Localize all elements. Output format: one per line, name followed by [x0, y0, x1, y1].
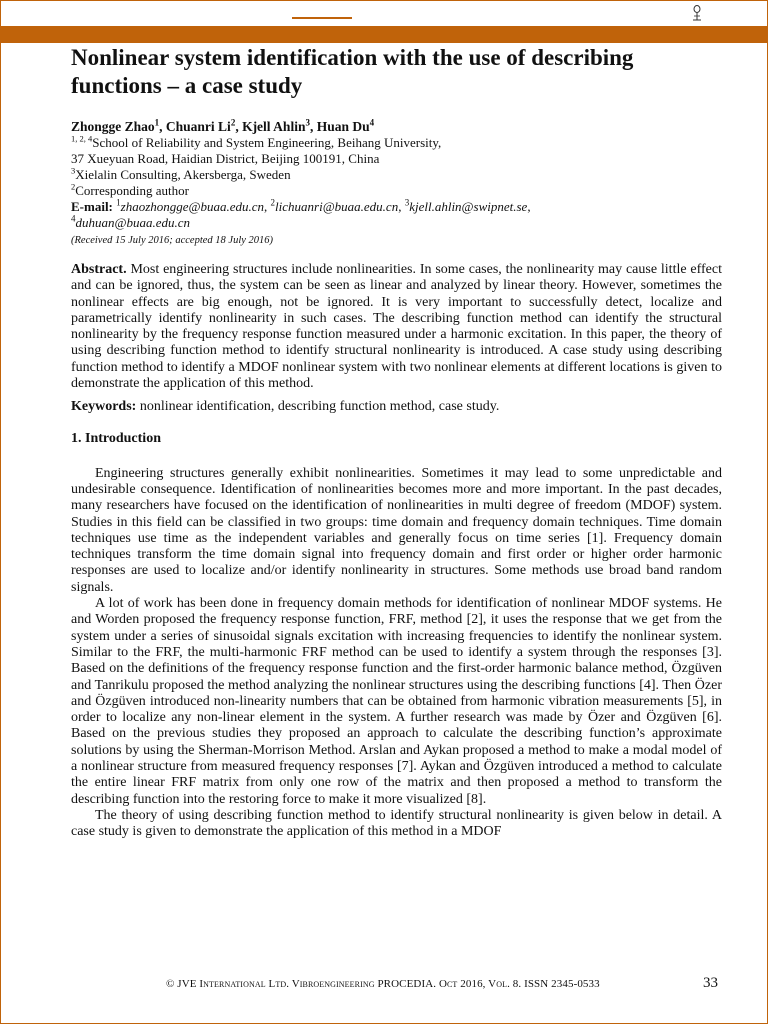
keywords-text: nonlinear identification, describing function method, case study.: [139, 399, 500, 415]
body-paragraph: The theory of using describing function method to identify structural nonlinearity is given below in detail. A case study is given to demonstrate the application of this method in a MDOF: [71, 807, 722, 840]
author-list: Zhongge Zhao$^1$, Chuanri Li$^2$, Kjell Ahlin$^3$, Huan Du$^4$: [71, 117, 375, 134]
author-mark: 2: [230, 117, 236, 128]
body-paragraph: Engineering structures generally exhibit nonlinearities. Sometimes it may lead to some unpredictable and undesirable consequence. Identification of nonlinearities becomes more and more important. In the past decades, many researchers have focused on the identification of nonlinearities in multi degree of freedom (MDOF) system. Studies in this field can be classified in two groups: time domain and frequency domain techniques. Time domain techniques use time as the independent variables and generally focus on time series [1]. Frequency domain techniques transform the time domain signal into frequency domain and first order or higher order harmonic responses are used to localize and/or identify nonlinearity in structures. Some methods use broad band random signals.: [71, 465, 722, 595]
affiliation-text: Corresponding author: [75, 183, 189, 198]
email-mark: 3: [404, 197, 410, 208]
affiliation-text: Xielalin Consulting, Akersberga, Sweden: [75, 167, 291, 182]
affiliation: [71, 183, 722, 199]
email-link[interactable]: zhaozhongge@buaa.edu.cn: [120, 199, 265, 214]
author-name: Huan Du: [316, 119, 370, 134]
affiliation-mark: 3: [71, 165, 76, 176]
email-link[interactable]: kjell.ahlin@swipnet.se: [409, 199, 528, 214]
body-paragraph: A lot of work has been done in frequency domain methods for identification of nonlinear MDOF systems. He and Worden proposed the frequency response function, FRF, method [2], it uses the response that we get from the system under a series of sinusoidal signals excitation with increasing frequencies to identify the nonlinear system. Similar to the FRF, the multi-harmonic FRF method can be used to identify a system through the responses [3]. Based on the definitions of the frequency response function and the first-order harmonic balance method, Özgüven and Tanrikulu proposed the method analyzing the nonlinear structures using the describing functions [4]. Then Özer and Özgüven introduced non-linearity numbers that can be obtained from harmonic vibration measurements [5], in order to localize any non-linear element in the system. A further research was made by Özer and Özgüven [6]. Based on the previous studies they proposed an approach to calculate the describing function’s approximate solutions by using the Sherman-Morrison Method. Arslan and Aykan proposed a method to make a modal model of a nonlinear structure from measured frequency responses [7]. Aykan and Özgüven introduced a method to calculate the entire linear FRF matrix from only one row of the matrix and then proposed a method to transform the describing function into the restoring force to make it more visualized [8].: [71, 596, 722, 807]
email-mark: 4: [71, 213, 76, 224]
affiliation: [71, 135, 722, 151]
affiliation-text: 37 Xueyuan Road, Haidian District, Beijing 100191, China: [71, 151, 380, 166]
affiliation-mark: 2: [71, 181, 76, 192]
paper-title: Nonlinear system identification with the use of describing functions – a case study: [71, 45, 634, 98]
email-list: E-mail: $^1$zhaozhongge@buaa.edu.cn, $^2$lichuanri@buaa.edu.cn, $^3$kjell.ahlin@swipnet.se,: [71, 197, 531, 214]
email-mark: 2: [270, 197, 276, 208]
author-name: Kjell Ahlin: [242, 119, 306, 134]
footer-citation: © JVE International Ltd. Vibroengineering PROCEDIA. Oct 2016, Vol. 8. ISSN 2345-0533: [166, 978, 600, 990]
affiliation: [71, 151, 722, 167]
author-name: Zhongge Zhao: [71, 119, 155, 134]
email-label: E-mail:: [71, 199, 113, 214]
abstract-text: Most engineering structures include nonlinearities. In some cases, the nonlinearity may cause little effect and can be ignored, thus, the system can be seen as linear and analyzed by linear theory. However, sometimes the nonlinear effects are big enough, not be ignored. It is very important to successfully detect, localize and parametrically identify nonlinearity in such cases. The describing function method can identify the structural nonlinearity by the frequency response function measured under a harmonic excitation. In this paper, the theory of using describing function method to identify structural nonlinearity is introduced. A case study using describing function method to identify a MDOF nonlinear system with two nonlinear elements at different locations is given to demonstrate the application of this method.: [71, 262, 723, 392]
keywords-label: Keywords:: [71, 399, 137, 415]
author-name: Chuanri Li: [165, 119, 231, 134]
author-mark: 3: [305, 117, 310, 128]
section-heading: 1. Introduction: [71, 430, 161, 446]
page-number: 33: [703, 975, 718, 991]
affiliation-mark: 1, 2, 4: [71, 133, 93, 144]
email-mark: 1: [116, 197, 121, 208]
affiliation: [71, 167, 722, 183]
author-mark: 1: [154, 117, 160, 128]
article: [71, 44, 722, 841]
header-rule: [292, 17, 352, 19]
keywords: [71, 399, 722, 415]
abstract: [71, 262, 722, 392]
publisher-logo-icon: [690, 4, 704, 22]
email-link[interactable]: lichuanri@buaa.edu.cn: [275, 199, 399, 214]
received-dates: (Received 15 July 2016; accepted 18 July 2016): [71, 235, 274, 246]
author-mark: 4: [369, 117, 375, 128]
header-bar: [0, 26, 768, 43]
email-list-continued: [71, 215, 722, 231]
affiliation-text: School of Reliability and System Engineering, Beihang University,: [92, 135, 442, 150]
email-link[interactable]: duhuan@buaa.edu.cn: [75, 215, 190, 230]
abstract-label: Abstract.: [71, 262, 127, 277]
